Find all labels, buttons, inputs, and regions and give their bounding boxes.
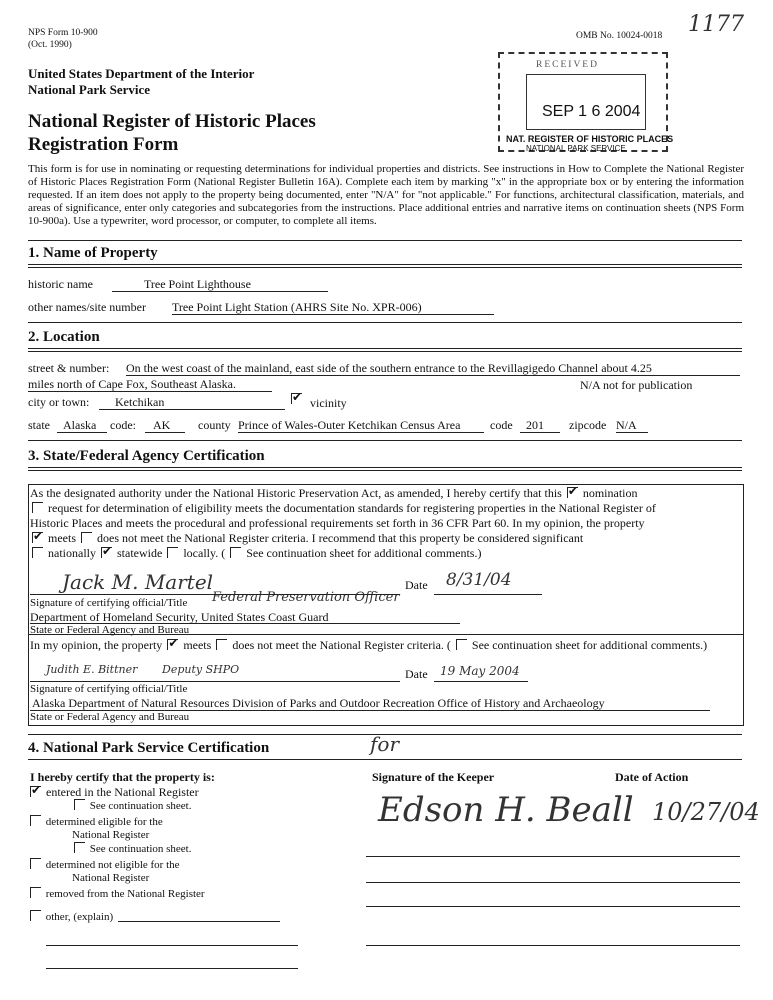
opinion-not-meets-checkbox[interactable] [216,639,227,650]
meets-label: meets [48,531,76,545]
removed-checkbox[interactable] [30,887,41,898]
not-eligible-row [28,858,180,872]
stamp-line1: NAT. REGISTER OF HISTORIC PLACES [506,134,674,144]
continuation-label: See continuation sheet for additional comments.) [246,546,482,560]
date-2-label: Date [405,667,428,681]
state-label: state [28,418,50,432]
removed-row [28,887,205,901]
eligible-checkbox[interactable] [30,815,41,826]
eligible-cont-checkbox[interactable] [74,842,85,853]
opinion-line [30,638,707,652]
historic-name-label: historic name [28,277,93,291]
street-field-line1[interactable]: On the west coast of the mainland, east side of the southern entrance to the Revillagigedo Channel about 4.25 [126,361,740,376]
section-4-title: 4. National Park Service Certification [28,740,270,756]
county-field[interactable]: Prince of Wales-Outer Ketchikan Census Area [238,418,484,433]
statewide-checkbox[interactable] [101,547,112,558]
other-label: other, (explain) [45,911,114,923]
agency-2: Alaska Department of Natural Resources Division of Parks and Outdoor Recreation Office of History and Archaeology [32,696,605,710]
street-field-line2[interactable]: miles north of Cape Fox, Southeast Alaska. [28,377,272,392]
removed-label: removed from the National Register [45,888,205,900]
signature-2-label: Signature of certifying official/Title [30,683,188,695]
signature-2-title: Deputy SHPO [162,663,240,676]
service: National Park Service [28,82,151,97]
entered-label: entered in the National Register [46,785,199,799]
entered-row [28,785,199,799]
county-label: county [198,418,231,432]
date-1-label: Date [405,578,428,592]
opinion-meets-label: meets [183,638,212,652]
signature-2: Judith E. Bittner [46,663,138,676]
other-names-field[interactable]: Tree Point Light Station (AHRS Site No. XPR-006) [172,300,494,315]
cert-text-1: As the designated authority under the National Historic Preservation Act, as amended, I hereby certify that this [30,486,562,500]
cert-line2 [30,501,656,515]
opinion-meets-checkbox[interactable] [167,639,178,650]
opinion-text-b: does not meet the National Register criteria. ( [232,638,451,652]
department: United States Department of the Interior [28,66,255,81]
eligible-label: determined eligible for the [45,816,163,828]
section-1-title: 1. Name of Property [28,245,158,261]
nationally-checkbox[interactable] [32,547,43,558]
other-checkbox[interactable] [30,910,41,921]
code2-label: code [490,418,513,432]
handwritten-number: 1177 [688,12,744,37]
cert-line5 [30,546,481,560]
signature-1-label: Signature of certifying official/Title [30,597,188,609]
other-names-label: other names/site number [28,300,146,314]
nomination-checkbox[interactable] [567,487,578,498]
continuation-checkbox[interactable] [230,547,241,558]
other-row [28,910,113,924]
keeper-date: 10/27/04 [652,798,760,826]
entered-checkbox[interactable] [30,786,41,797]
section-2-title: 2. Location [28,329,100,345]
received-stamp [498,52,674,153]
street-label: street & number: [28,361,110,375]
nationally-label: nationally [48,546,96,560]
not-eligible-label: determined not eligible for the [45,859,180,871]
page-subtitle: Registration Form [28,134,179,155]
meets-checkbox[interactable] [32,532,43,543]
for-annotation: for [370,732,400,756]
eligible-label-2: National Register [72,829,150,841]
omb-number: OMB No. 10024-0018 [576,31,663,41]
zip-field[interactable]: N/A [616,418,648,433]
agency-1: Department of Homeland Security, United States Coast Guard [30,610,329,624]
state-field[interactable]: Alaska [57,418,107,433]
city-field[interactable]: Ketchikan [99,395,285,410]
vicinity-label: vicinity [310,396,347,410]
stamp-date: SEP 1 6 2004 [542,103,641,120]
keeper-signature: Edson H. Beall [378,790,634,830]
code-label: code: [110,418,136,432]
keeper-label: Signature of the Keeper [372,770,495,784]
locally-label: locally. ( [183,546,226,560]
cert-line3: Historic Places and meets the procedural and professional requirements set forth in 36 CFR Part 60. In my opinion, the property [30,516,645,530]
eligible-cont-label: See continuation sheet. [89,843,192,855]
request-checkbox[interactable] [32,502,43,513]
date-2: 19 May 2004 [440,664,520,678]
code2-field[interactable]: 201 [520,418,560,433]
signature-1-title: Federal Preservation Officer [212,590,400,605]
not-meets-label: does not meet the National Register criteria. I recommend that this property be considered significant [97,531,584,545]
cert-text-2: request for determination of eligibility meets the documentation standards for registering properties in the National Register of [48,501,656,515]
opinion-text-c: See continuation sheet for additional comments.) [471,638,708,652]
vicinity-checkbox[interactable] [291,393,302,404]
eligible-row [28,815,163,829]
entered-cont-checkbox[interactable] [74,799,85,810]
eligible-cont-row [72,842,191,856]
historic-name-field[interactable]: Tree Point Lighthouse [112,277,328,292]
not-meets-checkbox[interactable] [81,532,92,543]
date-of-action-label: Date of Action [615,770,689,784]
entered-cont-label: See continuation sheet. [89,800,192,812]
signature-1: Jack M. Martel [62,570,214,594]
agency-2-label: State or Federal Agency and Bureau [30,711,190,723]
form-date: (Oct. 1990) [28,40,72,50]
zip-label: zipcode [569,418,607,432]
locally-checkbox[interactable] [167,547,178,558]
page-title: National Register of Historic Places [28,111,316,132]
not-eligible-checkbox[interactable] [30,858,41,869]
instructions: This form is for use in nominating or requesting determinations for individual properties and districts. See instructions in How to Complete the National Register of Historic Places Registration Form (National Register Bulletin 16A). Complete each item by marking "x" in the appropriate box or by entering the information requested. If an item does not apply to the property being documented, enter "N/A" for "not applicable." For functions, architectural classification, materials, and areas of significance, enter only categories and subcategories from the instructions. Place additional entries and narrative items on continuation sheets (NPS Form 10-900a). Use a typewriter, word processor, or computer, to complete all items. [28,163,744,227]
date-1: 8/31/04 [446,570,512,590]
cert-line4 [30,531,583,545]
certify-label: I hereby certify that the property is: [30,770,215,784]
agency-1-label: State or Federal Agency and Bureau [30,624,190,636]
code-field[interactable]: AK [145,418,185,433]
opinion-continuation-checkbox[interactable] [456,639,467,650]
stamp-line2: NATIONAL PARK SERVICE [526,144,626,153]
section-3-title: 3. State/Federal Agency Certification [28,448,265,464]
nomination-label: nomination [582,486,638,500]
statewide-label: statewide [117,546,163,560]
opinion-text-a: In my opinion, the property [30,638,163,652]
city-label: city or town: [28,395,90,409]
stamp-received: RECEIVED [536,60,599,70]
entered-cont-row [72,799,191,813]
na-publication: N/A not for publication [580,378,693,392]
form-number: NPS Form 10-900 [28,28,98,38]
not-eligible-label-2: National Register [72,872,150,884]
cert-line1 [30,486,638,500]
